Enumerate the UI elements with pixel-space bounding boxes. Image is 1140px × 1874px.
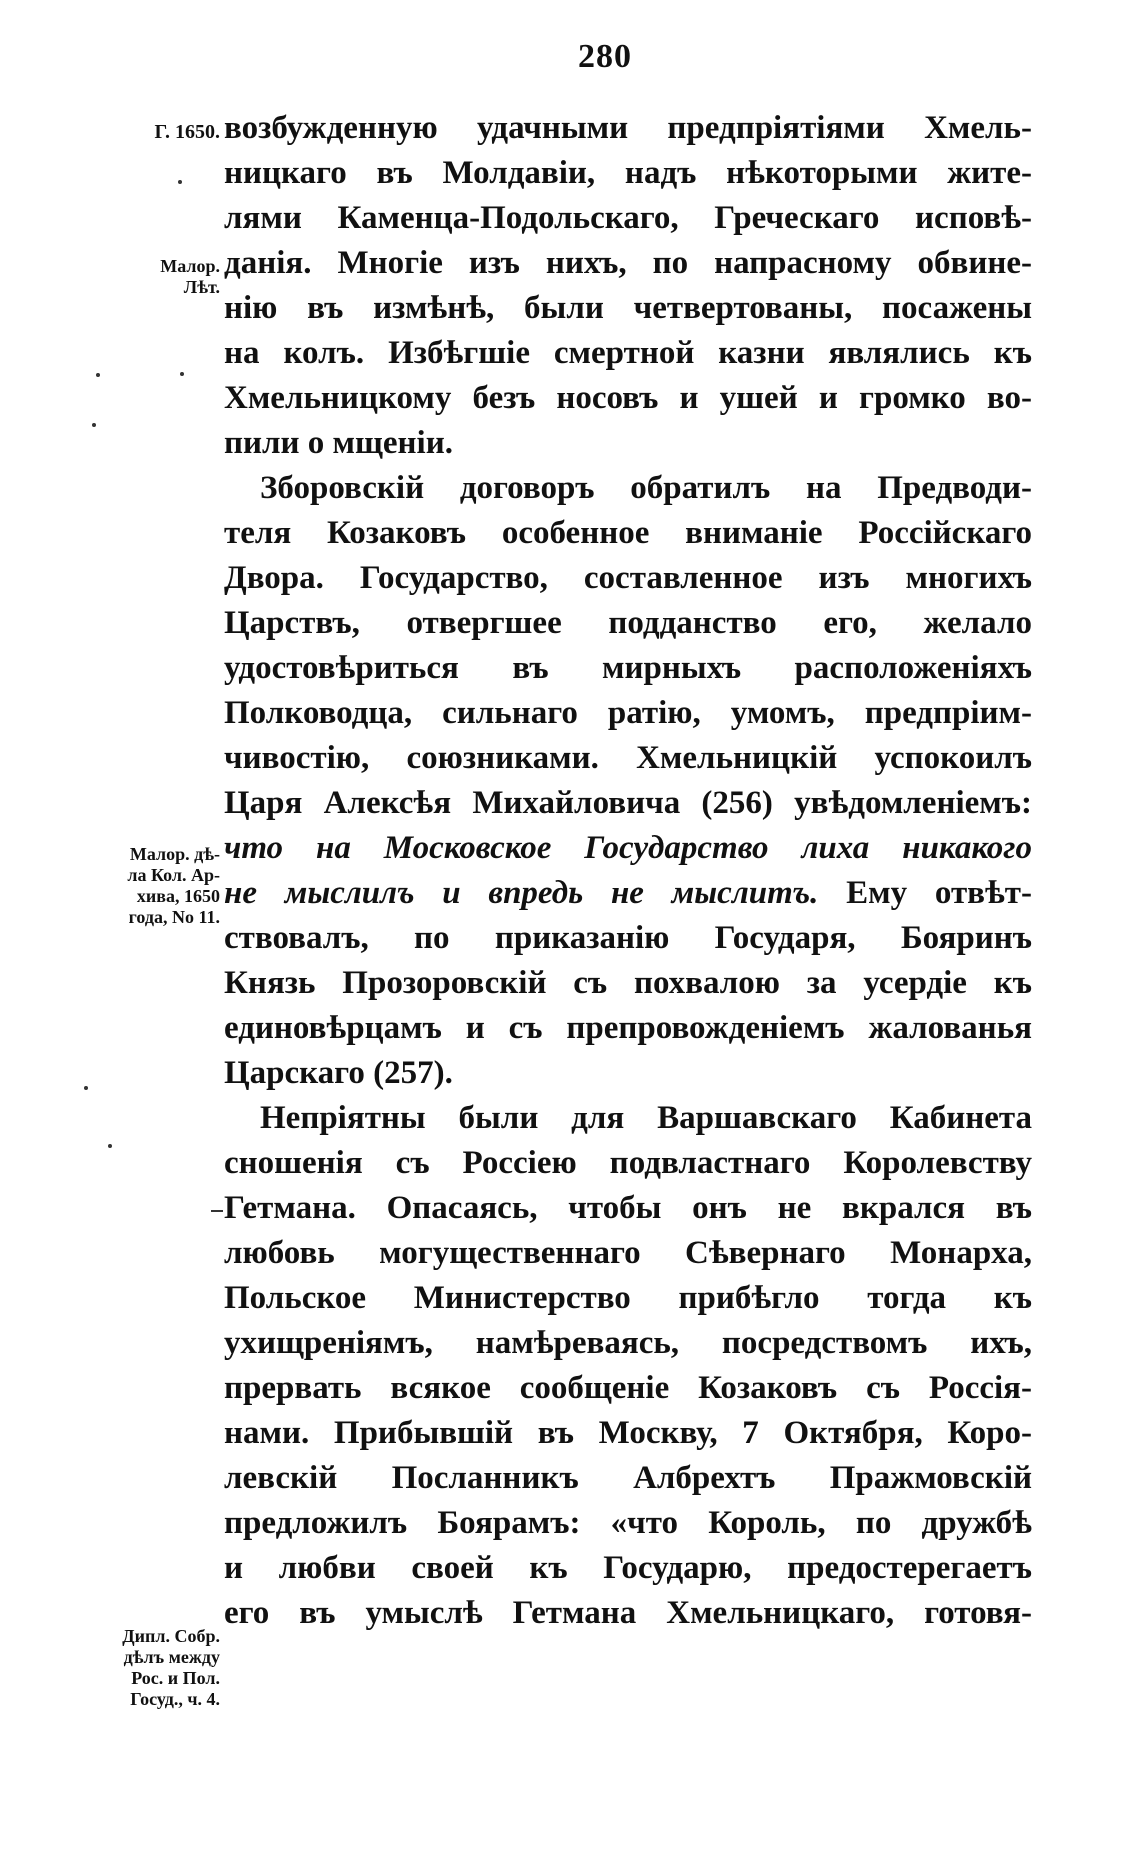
text-line: единовѣрцамъ и съ препровожденіемъ жалованья bbox=[224, 1010, 1032, 1046]
text-line: Царя Алексѣя Михайловича (256) увѣдомленіемъ: bbox=[224, 785, 1032, 821]
page-number: 280 bbox=[578, 38, 632, 75]
margin-note-line: Лѣт. bbox=[183, 277, 220, 297]
margin-note-year: Г. 1650. bbox=[154, 121, 220, 143]
text-line: Польское Министерство прибѣгло тогда къ bbox=[224, 1280, 1032, 1316]
text-line: сношенія съ Россіею подвластнаго Королевству bbox=[224, 1145, 1032, 1181]
margin-note-line: хива, 1650 bbox=[136, 886, 220, 906]
text-line: чивостію, союзниками. Хмельницкій успокоилъ bbox=[224, 740, 1032, 776]
print-speck bbox=[96, 373, 100, 377]
margin-note-malor bbox=[160, 256, 220, 298]
text-line: Зборовскій договоръ обратилъ на Предводи- bbox=[260, 470, 1032, 506]
margin-note-line: ла Кол. Ар- bbox=[127, 865, 220, 885]
margin-note-archive bbox=[127, 844, 220, 928]
text-line: предложилъ Боярамъ: «что Король, по дружбѣ bbox=[224, 1505, 1032, 1541]
margin-note-diplomatic bbox=[122, 1626, 220, 1710]
print-speck bbox=[180, 372, 184, 376]
text-line: Князь Прозоровскій съ похвалою за усердіе къ bbox=[224, 965, 1032, 1001]
margin-note-line: Госуд., ч. 4. bbox=[130, 1689, 220, 1709]
text-line: и любви своей къ Государю, предостерегаетъ bbox=[224, 1550, 1032, 1586]
text-line: на колъ. Избѣгшіе смертной казни являлись къ bbox=[224, 335, 1032, 371]
text-line: удостовѣриться въ мирныхъ расположеніяхъ bbox=[224, 650, 1032, 686]
text-line-mixed bbox=[224, 871, 1032, 916]
text-line: Полководца, сильнаго ратію, умомъ, предпріим- bbox=[224, 695, 1032, 731]
text-fragment: Ему отвѣт- bbox=[818, 875, 1032, 911]
margin-note-line: Малор. дѣ- bbox=[129, 844, 220, 864]
text-line: лями Каменца-Подольскаго, Греческаго исповѣ- bbox=[224, 200, 1032, 236]
margin-note-line: Дипл. Собр. bbox=[122, 1626, 220, 1646]
text-line: данія. Многіе изъ нихъ, по напрасному обвине- bbox=[224, 245, 1032, 281]
text-line: Царскаго (257). bbox=[224, 1055, 453, 1091]
print-speck bbox=[84, 1086, 88, 1090]
text-line: Непріятны были для Варшавскаго Кабинета bbox=[260, 1100, 1032, 1136]
text-line-italic: что на Московское Государство лиха никакого bbox=[224, 830, 1032, 866]
text-line: Двора. Государство, составленное изъ многихъ bbox=[224, 560, 1032, 596]
print-speck bbox=[108, 1144, 112, 1148]
text-line: его въ умыслѣ Гетмана Хмельницкаго, готовя- bbox=[224, 1595, 1032, 1631]
margin-note-line: года, No 11. bbox=[128, 907, 220, 927]
italic-quote: не мыслилъ и впредь не мыслитъ. bbox=[224, 875, 819, 911]
text-line: Гетмана. Опасаясь, чтобы онъ не вкрался въ bbox=[224, 1190, 1032, 1226]
text-line: любовь могущественнаго Сѣвернаго Монарха, bbox=[224, 1235, 1032, 1271]
text-line: ухищреніямъ, намѣреваясь, посредствомъ ихъ, bbox=[224, 1325, 1032, 1361]
text-line: ствовалъ, по приказанію Государя, Бояринъ bbox=[224, 920, 1032, 956]
text-line: нію въ измѣнѣ, были четвертованы, посажены bbox=[224, 290, 1032, 326]
print-speck bbox=[92, 423, 96, 427]
text-line: левскій Посланникъ Албрехтъ Пражмовскій bbox=[224, 1460, 1032, 1496]
text-line: Царствъ, отвергшее подданство его, желало bbox=[224, 605, 1032, 641]
text-line: ницкаго въ Молдавіи, надъ нѣкоторыми жите- bbox=[224, 155, 1032, 191]
print-dash bbox=[211, 1210, 223, 1212]
text-line: пили о мщеніи. bbox=[224, 425, 453, 461]
text-line: возбужденную удачными предпріятіями Хмель- bbox=[224, 110, 1032, 146]
margin-note-line: Малор. bbox=[160, 256, 220, 276]
margin-note-line: дѣлъ между bbox=[123, 1647, 220, 1667]
text-line: нами. Прибывшій въ Москву, 7 Октября, Коро- bbox=[224, 1415, 1032, 1451]
text-line: теля Козаковъ особенное вниманіе Россійскаго bbox=[224, 515, 1032, 551]
text-line: прервать всякое сообщеніе Козаковъ съ Россія- bbox=[224, 1370, 1032, 1406]
print-speck bbox=[178, 180, 182, 184]
body-text bbox=[224, 106, 1032, 1636]
margin-note-line: Рос. и Пол. bbox=[131, 1668, 220, 1688]
text-line: Хмельницкому безъ носовъ и ушей и громко во- bbox=[224, 380, 1032, 416]
